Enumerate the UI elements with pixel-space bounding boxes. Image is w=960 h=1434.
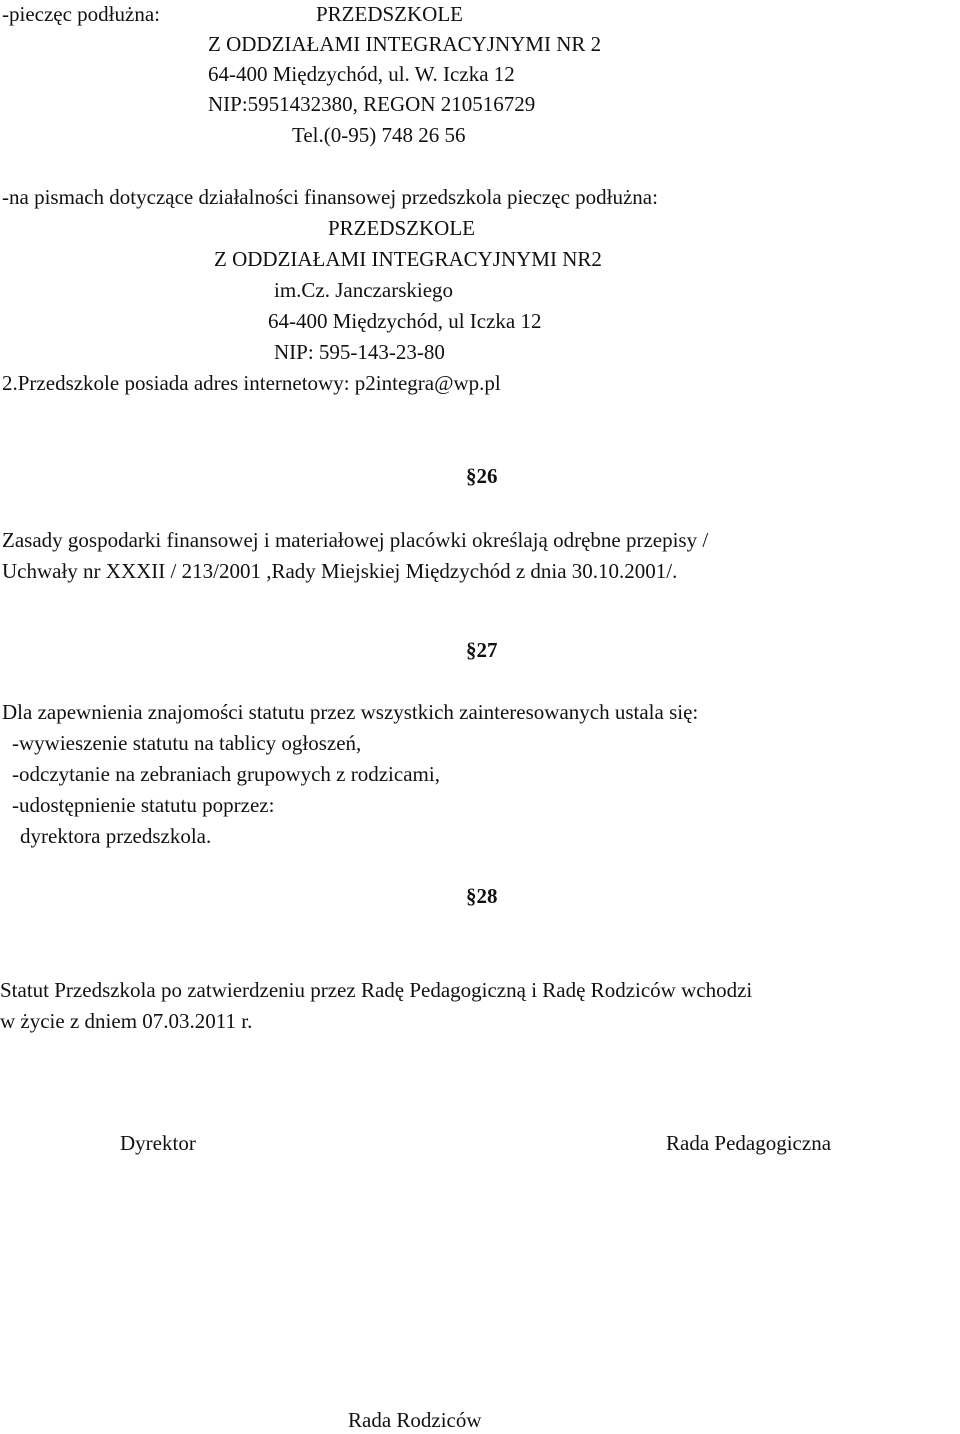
section-26-line-2: Uchwały nr XXXII / 213/2001 ,Rady Miejskiej Międzychód z dnia 30.10.2001/.	[2, 559, 678, 583]
signature-pedagogical-council: Rada Pedagogiczna	[666, 1131, 832, 1155]
section-26-heading: §26	[466, 464, 498, 488]
stamp2-line-4: 64-400 Międzychód, ul Iczka 12	[268, 309, 542, 333]
section-27-line-1: Dla zapewnienia znajomości statutu przez wszystkich zainteresowanych ustala się:	[2, 700, 699, 724]
section-27-line-2: -wywieszenie statutu na tablicy ogłoszeń,	[12, 731, 362, 755]
section-28-line-1: Statut Przedszkola po zatwierdzeniu przez Radę Pedagogiczną i Radę Rodziców wchodzi	[0, 978, 753, 1002]
stamp2-line-5: NIP: 595-143-23-80	[274, 340, 445, 364]
section-27-heading: §27	[466, 638, 498, 662]
section-27-line-5: dyrektora przedszkola.	[20, 824, 212, 848]
stamp2-line-1: PRZEDSZKOLE	[328, 216, 475, 240]
stamp1-line-2: Z ODDZIAŁAMI INTEGRACYJNYMI NR 2	[208, 32, 602, 56]
section-27-line-3: -odczytanie na zebraniach grupowych z rodzicami,	[12, 762, 440, 786]
stamp2-intro: -na pismach dotyczące działalności finansowej przedszkola pieczęc podłużna:	[2, 185, 658, 209]
stamp1-label: -pieczęc podłużna:	[2, 2, 160, 26]
stamp1-line-5: Tel.(0-95) 748 26 56	[292, 123, 466, 147]
stamp2-line-3: im.Cz. Janczarskiego	[274, 278, 454, 302]
section-26-line-1: Zasady gospodarki finansowej i materiałowej placówki określają odrębne przepisy /	[2, 528, 709, 552]
stamp2-line-2: Z ODDZIAŁAMI INTEGRACYJNYMI NR2	[214, 247, 602, 271]
stamp1-line-3: 64-400 Międzychód, ul. W. Iczka 12	[208, 62, 515, 86]
signature-director: Dyrektor	[120, 1131, 196, 1155]
internet-address: 2.Przedszkole posiada adres internetowy: p2integra@wp.pl	[2, 371, 501, 395]
section-28-heading: §28	[466, 884, 498, 908]
section-27-line-4: -udostępnienie statutu poprzez:	[12, 793, 275, 817]
section-28-line-2: w życie z dniem 07.03.2011 r.	[0, 1009, 253, 1033]
signature-parents-council: Rada Rodziców	[348, 1408, 482, 1432]
stamp1-line-4: NIP:5951432380, REGON 210516729	[208, 92, 536, 116]
stamp1-line-1: PRZEDSZKOLE	[316, 2, 463, 26]
